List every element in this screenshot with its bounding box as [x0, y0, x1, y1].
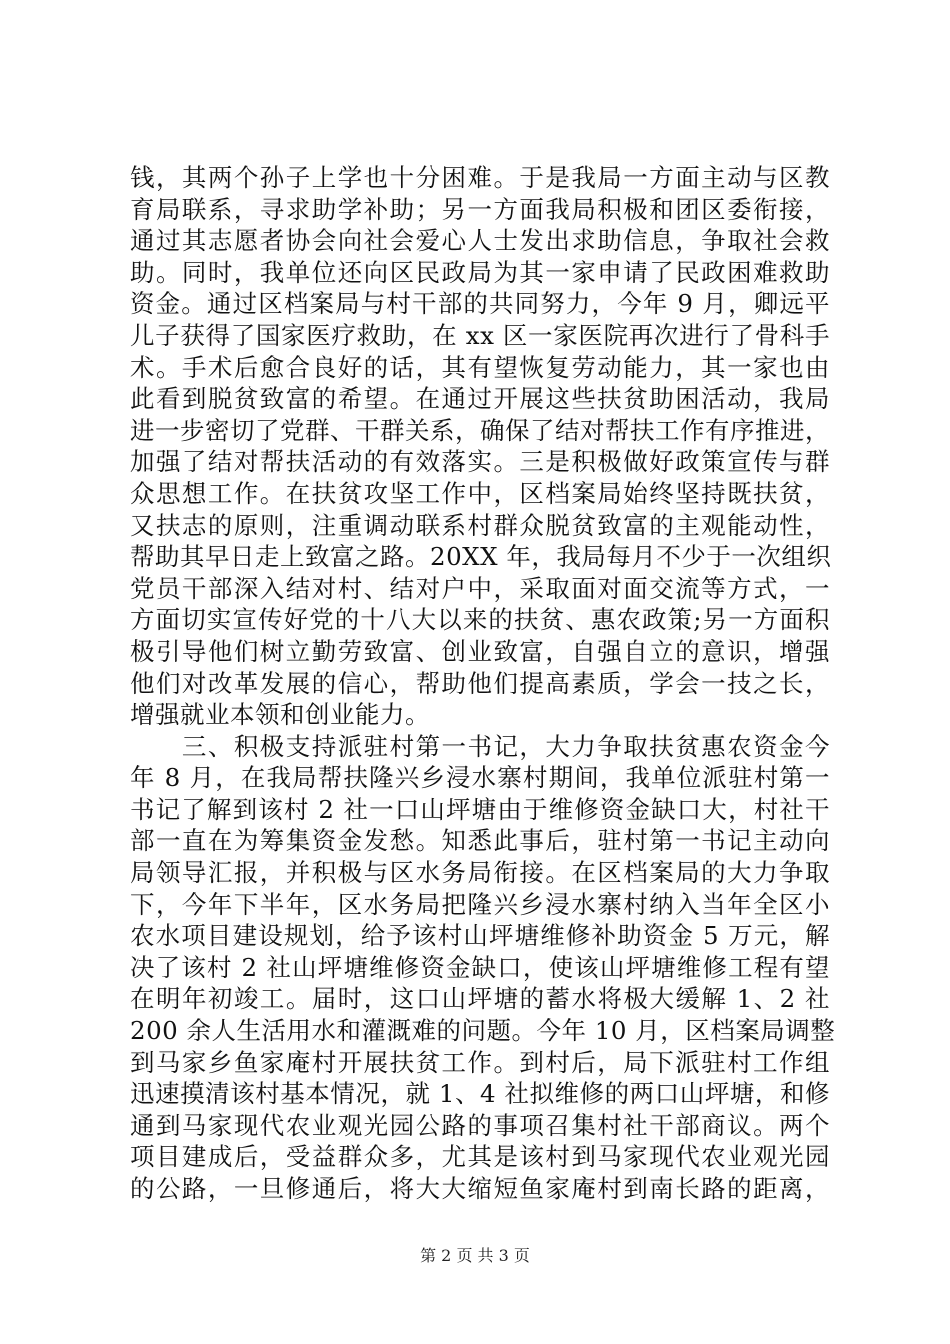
text-line: 帮助其早日走上致富之路。20XX 年，我局每月不少于一次组织: [130, 542, 832, 572]
text-line: 局领导汇报，并积极与区水务局衔接。在区档案局的大力争取: [130, 858, 830, 888]
text-line: 下，今年下半年，区水务局把隆兴乡浸水寨村纳入当年全区小: [130, 889, 830, 919]
text-line: 又扶志的原则，注重调动联系村群众脱贫致富的主观能动性，: [130, 510, 830, 540]
page-footer: 第 2 页 共 3 页: [420, 1246, 530, 1265]
text-line: 此看到脱贫致富的希望。在通过开展这些扶贫助困活动，我局: [130, 384, 830, 414]
text-line: 200 余人生活用水和灌溉难的问题。今年 10 月，区档案局调整: [130, 1016, 836, 1046]
text-line: 迅速摸清该村基本情况，就 1、4 社拟维修的两口山坪塘，和修: [130, 1079, 830, 1109]
text-line: 进一步密切了党群、干群关系，确保了结对帮扶工作有序推进，: [130, 415, 830, 445]
text-line: 到马家乡鱼家庵村开展扶贫工作。到村后，局下派驻村工作组: [130, 1047, 830, 1077]
text-line: 通到马家现代农业观光园公路的事项召集村社干部商议。两个: [130, 1110, 830, 1140]
text-line: 三、积极支持派驻村第一书记，大力争取扶贫惠农资金今: [130, 731, 830, 761]
text-line: 方面切实宣传好党的十八大以来的扶贫、惠农政策;另一方面积: [130, 605, 830, 635]
text-line: 钱，其两个孙子上学也十分困难。于是我局一方面主动与区教: [130, 163, 830, 192]
text-line: 在明年初竣工。届时，这口山坪塘的蓄水将极大缓解 1、2 社: [130, 984, 830, 1014]
text-line: 决了该村 2 社山坪塘维修资金缺口，使该山坪塘维修工程有望: [130, 952, 830, 982]
text-line: 众思想工作。在扶贫攻坚工作中，区档案局始终坚持既扶贫，: [130, 478, 830, 508]
text-line: 书记了解到该村 2 社一口山坪塘由于维修资金缺口大，村社干: [130, 794, 830, 824]
text-line: 增强就业本领和创业能力。: [130, 700, 430, 730]
text-line: 助。同时，我单位还向区民政局为其一家申请了民政困难救助: [130, 257, 830, 287]
text-line: 育局联系，寻求助学补助；另一方面我局积极和团区委衔接，: [130, 194, 830, 224]
text-line: 资金。通过区档案局与村干部的共同努力，今年 9 月，卿远平: [130, 289, 830, 319]
text-line: 儿子获得了国家医疗救助，在 xx 区一家医院再次进行了骨科手: [130, 320, 830, 350]
text-line: 的公路，一旦修通后，将大大缩短鱼家庵村到南长路的距离，: [130, 1174, 830, 1203]
text-line: 年 8 月，在我局帮扶隆兴乡浸水寨村期间，我单位派驻村第一: [130, 763, 830, 793]
text-line: 项目建成后，受益群众多，尤其是该村到马家现代农业观光园: [130, 1142, 830, 1172]
text-line: 农水项目建设规划，给予该村山坪塘维修补助资金 5 万元，解: [130, 921, 830, 951]
text-line: 术。手术后愈合良好的话，其有望恢复劳动能力，其一家也由: [130, 352, 830, 382]
text-line: 部一直在为筹集资金发愁。知悉此事后，驻村第一书记主动向: [130, 826, 830, 856]
text-line: 通过其志愿者协会向社会爱心人士发出求助信息，争取社会救: [130, 226, 830, 256]
text-line: 加强了结对帮扶活动的有效落实。三是积极做好政策宣传与群: [130, 447, 830, 477]
text-line: 他们对改革发展的信心，帮助他们提高素质，学会一技之长，: [130, 668, 830, 698]
text-line: 极引导他们树立勤劳致富、创业致富，自强自立的意识，增强: [130, 636, 830, 666]
text-line: 党员干部深入结对村、结对户中，采取面对面交流等方式，一: [130, 573, 830, 603]
body-text: [130, 162, 836, 1205]
